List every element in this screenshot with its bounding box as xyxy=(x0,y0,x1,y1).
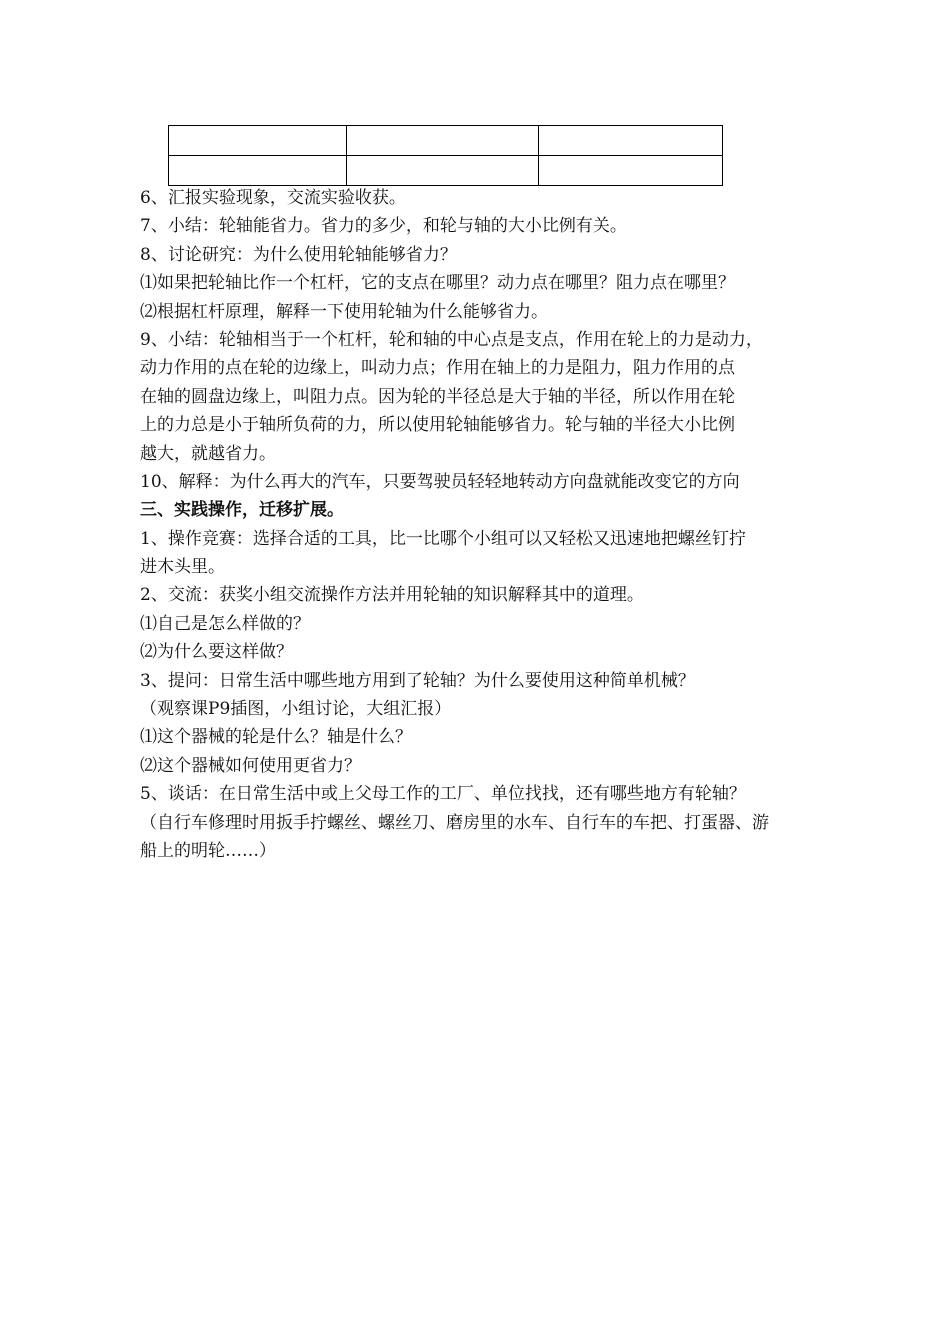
text-line: 7、小结：轮轴能省力。省力的多少，和轮与轴的大小比例有关。 xyxy=(140,216,627,237)
text-line: 越大，就越省力。 xyxy=(140,443,276,464)
table-cell xyxy=(347,156,539,186)
text-line: 进木头里。 xyxy=(140,557,225,578)
text-line: 9、小结：轮轴相当于一个杠杆，轮和轴的中心点是支点，作用在轮上的力是动力， xyxy=(140,329,763,350)
table-row xyxy=(169,156,723,186)
table-cell xyxy=(347,126,539,156)
text-line: 6、汇报实验现象，交流实验收获。 xyxy=(140,188,406,208)
text-line: 2、交流：获奖小组交流操作方法并用轮轴的知识解释其中的道理。 xyxy=(140,585,644,606)
text-line: 8、讨论研究：为什么使用轮轴能够省力？ xyxy=(140,244,457,265)
table-cell xyxy=(539,156,723,186)
text-line: 10、解释：为什么再大的汽车，只要驾驶员轻轻地转动方向盘就能改变它的方向 xyxy=(140,471,740,492)
text-line: ⑵为什么要这样做？ xyxy=(140,642,293,663)
table-cell xyxy=(169,156,347,186)
text-line: ⑵这个器械如何使用更省力？ xyxy=(140,755,361,776)
text-line: 3、提问：日常生活中哪些地方用到了轮轴？为什么要使用这种简单机械？ xyxy=(140,670,695,691)
text-line: ⑴如果把轮轴比作一个杠杆，它的支点在哪里？动力点在哪里？阻力点在哪里？ xyxy=(140,273,735,294)
data-table xyxy=(168,125,723,186)
text-line: （观察课P9插图，小组讨论，大组汇报） xyxy=(140,699,452,720)
text-line: 船上的明轮……） xyxy=(140,840,276,861)
text-line: 在轴的圆盘边缘上，叫阻力点。因为轮的半径总是大于轴的半径，所以作用在轮 xyxy=(140,386,735,407)
text-line: ⑵根据杠杆原理，解释一下使用轮轴为什么能够省力。 xyxy=(140,301,548,322)
text-line: 5、谈话：在日常生活中或上父母工作的工厂、单位找找，还有哪些地方有轮轴？ xyxy=(140,784,746,805)
section-heading: 三、实践操作，迁移扩展。 xyxy=(140,500,344,521)
text-line: ⑴这个器械的轮是什么？轴是什么？ xyxy=(140,727,412,748)
body-text xyxy=(140,184,820,865)
text-line: 上的力总是小于轴所负荷的力，所以使用轮轴能够省力。轮与轴的半径大小比例 xyxy=(140,415,735,436)
table-row xyxy=(169,126,723,156)
text-line: 动力作用的点在轮的边缘上，叫动力点；作用在轴上的力是阻力，阻力作用的点 xyxy=(140,358,735,379)
table-cell xyxy=(169,126,347,156)
text-line: 1、操作竞赛：选择合适的工具，比一比哪个小组可以又轻松又迅速地把螺丝钉拧 xyxy=(140,528,746,549)
text-line: ⑴自己是怎么样做的？ xyxy=(140,613,310,634)
table-cell xyxy=(539,126,723,156)
text-line: （自行车修理时用扳手拧螺丝、螺丝刀、磨房里的水车、自行车的车把、打蛋器、游 xyxy=(140,812,769,833)
